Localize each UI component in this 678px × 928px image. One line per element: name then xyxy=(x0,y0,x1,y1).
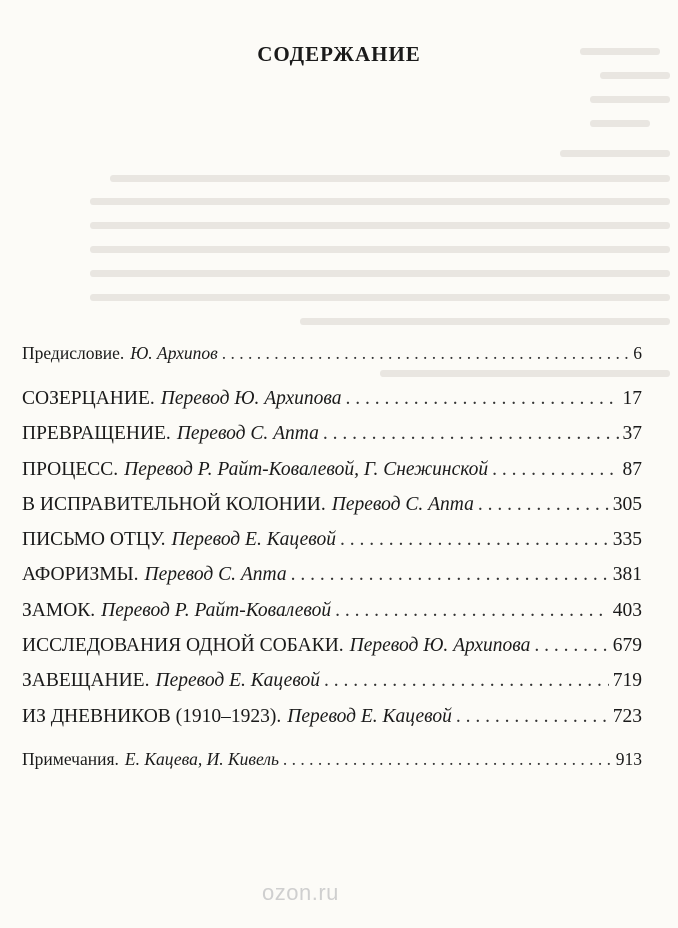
entry-page: 913 xyxy=(615,748,642,769)
toc-entry-preface[interactable] xyxy=(22,336,642,371)
entry-translator: Ю. Архипов xyxy=(130,343,218,363)
entry-page: 17 xyxy=(622,388,642,409)
toc-entry-contemplation[interactable] xyxy=(22,381,642,416)
leader-dots xyxy=(345,381,618,416)
entry-translator: Перевод Е. Кацевой xyxy=(171,529,337,551)
toc-entry-diaries[interactable] xyxy=(22,699,642,734)
leader-dots xyxy=(291,557,609,592)
entry-work: ПИСЬМО ОТЦУ. xyxy=(22,529,166,551)
entry-translator: Перевод С. Апта xyxy=(331,493,474,515)
entry-page: 6 xyxy=(633,343,642,363)
entry-page: 723 xyxy=(612,705,642,727)
entry-page: 335 xyxy=(612,529,642,551)
toc-entry-castle[interactable] xyxy=(22,593,642,628)
entry-translator: Перевод Е. Кацевой xyxy=(155,670,321,692)
leader-dots xyxy=(340,522,609,557)
toc-entry-testament[interactable] xyxy=(22,663,642,698)
entry-translator: Е. Кацева, И. Кивель xyxy=(124,748,279,769)
entry-work: ПРЕВРАЩЕНИЕ. xyxy=(22,423,171,445)
page-title: СОДЕРЖАНИЕ xyxy=(257,42,421,66)
table-of-contents xyxy=(22,336,642,777)
leader-dots xyxy=(478,487,609,522)
entry-page: 87 xyxy=(622,458,642,480)
entry-page: 679 xyxy=(612,635,642,657)
entry-translator: Перевод Р. Райт-Ковалевой, Г. Снежинской xyxy=(124,458,489,480)
toc-entry-trial[interactable] xyxy=(22,452,642,487)
entry-translator: Перевод Е. Кацевой xyxy=(287,705,452,727)
leader-dots xyxy=(324,663,609,698)
entry-work: АФОРИЗМЫ. xyxy=(22,564,139,586)
watermark: ozon.ru xyxy=(262,880,339,905)
leader-dots xyxy=(335,593,609,628)
entry-page: 403 xyxy=(612,599,642,621)
entry-work: ИЗ ДНЕВНИКОВ (1910–1923). xyxy=(22,705,282,727)
entry-translator: Перевод Р. Райт-Ковалевой xyxy=(101,599,332,621)
leader-dots xyxy=(222,336,630,371)
entry-work: ПРОЦЕСС. xyxy=(22,458,119,480)
entry-work: Предисловие. xyxy=(22,343,125,363)
leader-dots xyxy=(283,742,612,777)
leader-dots xyxy=(492,452,618,487)
entry-translator: Перевод Ю. Архипова xyxy=(160,388,342,409)
entry-translator: Перевод Ю. Архипова xyxy=(349,635,531,657)
entry-page: 305 xyxy=(612,493,642,515)
entry-page: 37 xyxy=(622,423,642,445)
entry-work: Примечания. xyxy=(22,748,119,769)
entry-work: В ИСПРАВИТЕЛЬНОЙ КОЛОНИИ. xyxy=(22,493,326,515)
entry-work: СОЗЕРЦАНИЕ. xyxy=(22,388,155,409)
toc-entry-metamorphosis[interactable] xyxy=(22,416,642,451)
toc-entry-aphorisms[interactable] xyxy=(22,557,642,592)
entry-page: 719 xyxy=(612,670,642,692)
entry-page: 381 xyxy=(612,564,642,586)
leader-dots xyxy=(323,416,619,451)
leader-dots xyxy=(534,628,608,663)
toc-entry-letter-to-father[interactable] xyxy=(22,522,642,557)
entry-work: ЗАМОК. xyxy=(22,599,96,621)
entry-work: ЗАВЕЩАНИЕ. xyxy=(22,670,150,692)
toc-entry-notes[interactable] xyxy=(22,742,642,777)
toc-entry-penal-colony[interactable] xyxy=(22,487,642,522)
entry-translator: Перевод С. Апта xyxy=(176,423,319,445)
entry-translator: Перевод С. Апта xyxy=(144,564,287,586)
toc-entry-investigations-of-a-dog[interactable] xyxy=(22,628,642,663)
leader-dots xyxy=(456,699,609,734)
entry-work: ИССЛЕДОВАНИЯ ОДНОЙ СОБАКИ. xyxy=(22,635,344,657)
